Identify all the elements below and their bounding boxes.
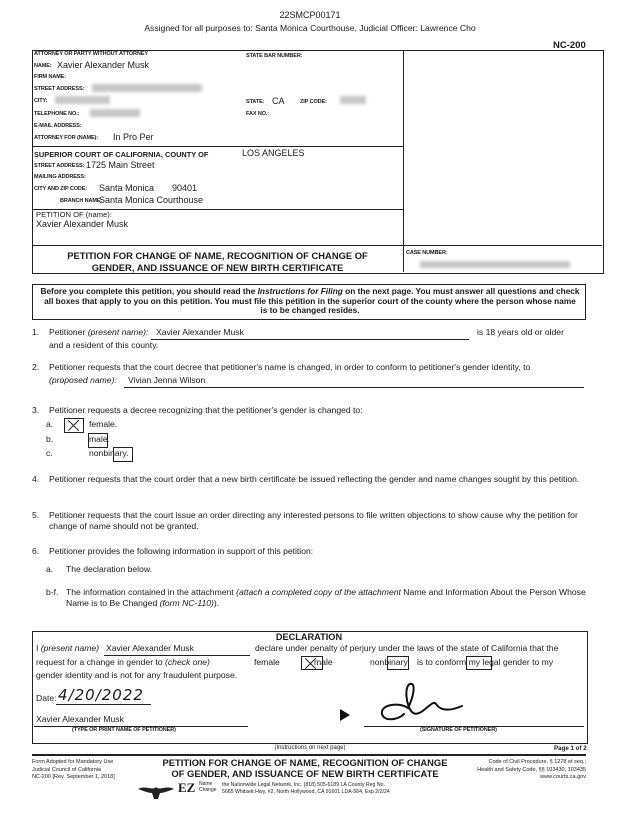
signature-mark xyxy=(370,676,490,728)
declaration-check-one: (check one) xyxy=(165,657,210,667)
eagle-logo-icon xyxy=(136,781,176,803)
declaration-present-name-label: (present name) xyxy=(40,643,100,653)
item-6b-form-ref: (form NC-110) xyxy=(159,598,214,608)
item-1-age: is 18 years old or older xyxy=(477,327,564,337)
item-6a-text: The declaration below. xyxy=(66,564,152,574)
item-5-text: Petitioner requests that the court issue an order directing any interested persons to file written objections to show cause why the petition for change of name should not be granted. xyxy=(49,510,578,531)
declaration-line2-tail: is to conform my legal gender to my xyxy=(417,657,554,667)
attorney-for-value: In Pro Per xyxy=(113,132,154,142)
title-divider xyxy=(32,245,602,246)
form-number: NC-200 xyxy=(553,40,586,51)
gender-female-checkbox[interactable] xyxy=(64,418,84,433)
instructions-next: (Instructions on next page) xyxy=(274,745,346,751)
item-2-text: Petitioner requests that the court decree that petitioner's name is changed, in order to conform to petitioner's gender identity, to xyxy=(49,362,531,372)
attorney-section-label: ATTORNEY OR PARTY WITHOUT ATTORNEY xyxy=(34,51,148,57)
email-label: E-MAIL ADDRESS: xyxy=(34,123,82,129)
city-label: CITY: xyxy=(34,98,48,104)
item-2-name-rule xyxy=(124,387,584,388)
street-label: STREET ADDRESS: xyxy=(34,86,85,92)
state-bar-label: STATE BAR NUMBER: xyxy=(246,53,303,59)
court-county: LOS ANGELES xyxy=(242,148,305,158)
instructions-part-c: on the next page. You must answer all questions and check all boxes that apply to you on this petition. You must file this petition in the superior court of the county where the person whose name is to be changed resides. xyxy=(44,286,580,315)
gender-option-nonbinary-label: nonbinary. xyxy=(89,448,129,458)
declaration-i: I xyxy=(36,643,41,653)
phone-label: TELEPHONE NO.: xyxy=(34,111,80,117)
item-1-text xyxy=(49,327,148,338)
branch-name: Santa Monica Courthouse xyxy=(99,195,204,205)
page-number: Page 1 of 2 xyxy=(554,745,587,752)
signature-caption: (SIGNATURE OF PETITIONER) xyxy=(420,727,497,733)
footer-left-line3: NC-200 [Rev. September 1, 2018] xyxy=(32,774,115,780)
declaration-female-label: female xyxy=(254,657,280,667)
item-1-present-name: Xavier Alexander Musk xyxy=(156,327,244,337)
footer-right-line2: Health and Safety Code, §§ 103430, 103435 xyxy=(477,766,586,773)
declaration-line1-text: declare under penalty of perjury under the laws of the state of California that the xyxy=(255,643,559,653)
court-street: 1725 Main Street xyxy=(86,160,155,170)
publisher-info xyxy=(222,782,390,796)
item-4-text: Petitioner requests that the court order that a new birth certificate be issued reflecting the gender and name changes sought by this petition. xyxy=(49,474,580,484)
item-6-number: 6. xyxy=(32,546,40,556)
declaration-name-rule xyxy=(104,655,250,656)
ez-brand-sub xyxy=(199,781,217,793)
footer-title xyxy=(140,758,470,779)
gender-option-female-letter: a. xyxy=(46,419,54,429)
instructions-link: Instructions for Filing xyxy=(257,286,343,296)
printed-name-caption: (TYPE OR PRINT NAME OF PETITIONER) xyxy=(72,727,176,733)
court-zip: 90401 xyxy=(172,183,198,193)
petition-of-name: Xavier Alexander Musk xyxy=(36,219,129,229)
footer-left-line2: Judicial Council of California xyxy=(32,766,102,773)
footer-left xyxy=(32,759,115,782)
date-value: 4/20/2022 xyxy=(58,686,144,704)
footer-right xyxy=(475,759,586,782)
ez-brand-sub2: Change xyxy=(199,787,217,793)
footer-title-line2: OF GENDER, AND ISSUANCE OF NEW BIRTH CERTIFICATE xyxy=(171,767,439,779)
item-6b-part-e: ). xyxy=(213,598,220,608)
petition-title xyxy=(34,250,401,274)
item-5-number: 5. xyxy=(32,510,40,520)
item-4-number: 4. xyxy=(32,474,40,484)
footer-title-line1: PETITION FOR CHANGE OF NAME, RECOGNITION OF CHANGE xyxy=(162,757,448,768)
firm-label: FIRM NAME: xyxy=(34,74,66,80)
assignment-line: Assigned for all purposes to: Santa Monica Courthouse, Judicial Officer: Lawrence Cho xyxy=(144,23,476,33)
publisher-line2: 5665 Whitsett Hwy, #2, North Hollywood, CA 91601 LDA-564, Exp 2/2/24 xyxy=(222,789,390,795)
item-2-proposed-name: Vivian Jenna Wilson xyxy=(128,375,206,385)
state-value: CA xyxy=(272,96,285,106)
ez-brand-sub1: Name xyxy=(199,781,213,787)
redacted-street xyxy=(92,84,202,92)
redacted-city xyxy=(55,96,110,104)
item-2-proposed-label: (proposed name): xyxy=(49,375,117,385)
redacted-case-number xyxy=(420,261,570,268)
footer-left-line1: Form Adopted for Mandatory Use xyxy=(32,759,114,765)
petition-title-line2: GENDER, AND ISSUANCE OF NEW BIRTH CERTIFICATE xyxy=(91,262,344,273)
case-number-label: CASE NUMBER: xyxy=(406,250,448,256)
item-6b-part-a: The information contained in the attachment xyxy=(66,587,237,597)
redacted-phone xyxy=(90,109,140,117)
item-6-text: Petitioner provides the following information in support of this petition: xyxy=(49,546,314,556)
item-1-lead: Petitioner xyxy=(49,327,88,337)
redacted-zip xyxy=(340,96,366,104)
date-rule xyxy=(56,704,151,705)
ez-brand-logo: EZ xyxy=(178,780,196,795)
item-6b-text xyxy=(66,587,586,609)
court-city: Santa Monica xyxy=(99,183,155,193)
gender-option-nonbinary-letter: c. xyxy=(46,448,53,458)
court-city-label: CITY AND ZIP CODE: xyxy=(34,186,88,192)
item-1-resident: and a resident of this county. xyxy=(49,340,159,350)
declaration-line1-lead xyxy=(36,643,99,654)
attorney-for-label: ATTORNEY FOR (NAME): xyxy=(34,135,98,141)
footer-rule xyxy=(32,754,586,756)
item-6a-letter: a. xyxy=(46,564,54,574)
declaration-nonbinary-label: nonbinary xyxy=(370,657,408,667)
item-3-text: Petitioner requests a decree recognizing that the petitioner's gender is changed to: xyxy=(49,405,363,415)
fax-label: FAX NO.: xyxy=(246,111,270,117)
mailing-label: MAILING ADDRESS: xyxy=(34,174,86,180)
declaration-title: DECLARATION xyxy=(275,632,343,642)
signature-arrow-icon xyxy=(338,708,352,722)
declaration-male-label: male xyxy=(314,657,333,667)
publisher-line1: the Nationwide Legal Network, Inc. (818) 505-6189 LA County Reg No. xyxy=(222,782,385,788)
declaration-present-name: Xavier Alexander Musk xyxy=(106,643,194,653)
item-1-present-name-label: (present name): xyxy=(87,327,149,337)
court-street-label: STREET ADDRESS: xyxy=(34,163,85,169)
gender-option-male-label: male. xyxy=(89,434,111,444)
petition-of-label: PETITION OF (name): xyxy=(36,210,112,219)
item-1-name-rule xyxy=(151,339,469,340)
state-label: STATE: xyxy=(246,99,265,105)
item-6b-part-b: (attach a completed copy of the attachment xyxy=(236,587,401,597)
caption-divider xyxy=(403,50,404,272)
petition-title-line1: PETITION FOR CHANGE OF NAME, RECOGNITION OF CHANGE OF xyxy=(67,250,368,261)
item-6b-part-c: Name and Information About the Person Whose Name is to Be Changed xyxy=(66,587,586,608)
footer-right-line3: www.courts.ca.gov xyxy=(540,774,586,780)
instructions-text xyxy=(40,287,580,316)
court-title: SUPERIOR COURT OF CALIFORNIA, COUNTY OF xyxy=(34,150,209,159)
printed-name: Xavier Alexander Musk xyxy=(36,714,124,724)
attorney-court-divider xyxy=(32,146,403,147)
footer-right-line1: Code of Civil Procedure, § 1278 et seq.; xyxy=(488,759,586,765)
attorney-name: Xavier Alexander Musk xyxy=(57,60,150,70)
item-6b-letter: b-f. xyxy=(46,587,59,597)
gender-option-male-letter: b. xyxy=(46,434,54,444)
item-1-number: 1. xyxy=(32,327,40,337)
item-3-number: 3. xyxy=(32,405,40,415)
gender-option-female-label: female. xyxy=(89,419,118,429)
branch-label: BRANCH NAME: xyxy=(60,198,103,204)
date-label: Date: xyxy=(36,693,57,703)
zip-label: ZIP CODE: xyxy=(300,99,327,105)
name-label: NAME: xyxy=(34,63,52,69)
item-2-number: 2. xyxy=(32,362,40,372)
declaration-line2-lead xyxy=(36,657,210,668)
case-code: 22SMCP00171 xyxy=(279,10,341,20)
declaration-line3: gender identity and is not for any fraudulent purpose. xyxy=(36,670,238,680)
declaration-line2-text: request for a change in gender to xyxy=(36,657,165,667)
instructions-part-a: Before you complete this petition, you should read the xyxy=(40,286,258,296)
